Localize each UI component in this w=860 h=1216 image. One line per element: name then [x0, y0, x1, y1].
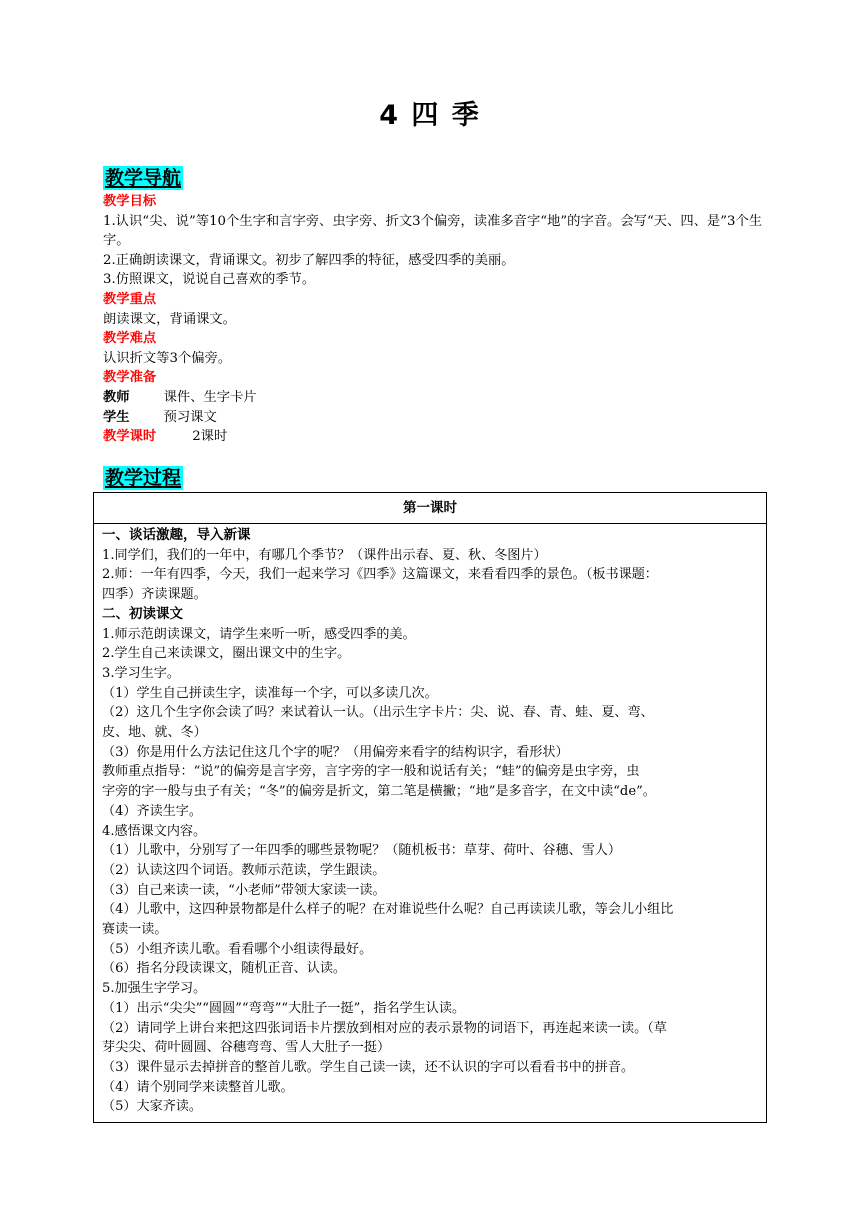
goal-item: 1.认识“尖、说”等10个生字和言字旁、虫字旁、折文3个偏旁，读准多音字“地”的字音。会写“天、四、是”3个生字。	[103, 213, 763, 249]
lesson-title: 4 四 季	[379, 100, 481, 131]
table-line: 5.加强生字学习。	[102, 981, 207, 997]
table-line: （4）儿歌中，这四种景物都是什么样子的呢？在对谁说些什么呢？自己再读读儿歌，等会儿小组比	[102, 902, 674, 918]
table-line: 皮、地、就、冬）	[102, 725, 207, 741]
teacher-text: 课件、生字卡片	[163, 389, 257, 405]
teacher-label: 教师	[103, 389, 130, 405]
key-label: 教学重点	[103, 291, 157, 307]
table-line: 二、初读课文	[102, 605, 183, 622]
table-line: （4）齐读生字。	[102, 803, 202, 819]
table-line: （5）大家齐读。	[102, 1099, 202, 1115]
table-line: （1）出示“尖尖”“圆圆”“弯弯”“大肚子一挺”，指名学生认读。	[102, 1000, 466, 1016]
goal-item: 2.正确朗读课文，背诵课文。初步了解四季的特征，感受四季的美丽。	[103, 252, 515, 268]
table-line: 字旁的字一般与虫子有关；“冬”的偏旁是折文，第二笔是横撇；“地”是多音字，在文中读“de”。	[102, 784, 656, 800]
difficulty-text: 认识折文等3个偏旁。	[103, 350, 232, 366]
table-line: （1）学生自己拼读生字，读准每一个字，可以多读几次。	[102, 685, 438, 701]
nav-heading: 教学导航	[105, 167, 182, 189]
prep-teacher-row	[103, 388, 763, 408]
hours-label: 教学课时	[103, 429, 157, 445]
table-line: （2）认读这四个词语。教师示范读，学生跟读。	[102, 862, 386, 878]
student-label: 学生	[103, 409, 130, 425]
process-heading: 教学过程	[105, 467, 182, 489]
teaching-guide	[103, 192, 763, 447]
table-line: 芽尖尖、荷叶圆圆、谷穗弯弯、雪人大肚子一挺）	[102, 1040, 391, 1056]
table-line: 2.学生自己来读课文，圈出课文中的生字。	[102, 646, 351, 662]
goals-label: 教学目标	[103, 194, 157, 209]
table-line: （2）请同学上讲台来把这四张词语卡片摆放到相对应的表示景物的词语下，再连起来读一读。（草	[102, 1020, 667, 1036]
goal-item: 3.仿照课文，说说自己喜欢的季节。	[103, 272, 316, 288]
table-body	[94, 524, 766, 1117]
prep-student-row	[103, 408, 763, 428]
table-line: （2）这几个生字你会读了吗？来试着认一认。（出示生字卡片：尖、说、春、青、蛙、夏、弯、	[102, 705, 654, 721]
difficulty-label: 教学难点	[103, 331, 157, 347]
key-text: 朗读课文，背诵课文。	[103, 311, 236, 327]
table-line: 1.同学们，我们的一年中，有哪几个季节？（课件出示春、夏、秋、冬图片）	[102, 547, 547, 563]
table-line: 赛读一读。	[102, 922, 168, 938]
process-table	[93, 492, 767, 1123]
table-line: 教师重点指导：“说”的偏旁是言字旁，言字旁的字一般和说话有关；“蛙”的偏旁是虫字旁，虫	[102, 764, 640, 780]
hours-text: 2课时	[192, 429, 228, 445]
student-text: 预习课文	[163, 409, 217, 425]
table-line: 1.师示范朗读课文，请学生来听一听，感受四季的美。	[102, 626, 416, 642]
table-line: （4）请个别同学来读整首儿歌。	[102, 1079, 294, 1095]
table-line: （3）课件显示去掉拼音的整首儿歌。学生自己读一读，还不认识的字可以看看书中的拼音。	[102, 1059, 635, 1075]
table-line: （1）儿歌中，分别写了一年四季的哪些景物呢？（随机板书：草芽、荷叶、谷穗、雪人）	[102, 843, 621, 859]
table-line: （6）指名分段读课文，随机正音、认读。	[102, 961, 347, 977]
prep-label: 教学准备	[103, 370, 157, 386]
table-line: 3.学习生字。	[102, 665, 180, 681]
table-line: （5）小组齐读儿歌。看看哪个小组读得最好。	[102, 941, 373, 957]
table-line: 4.感悟课文内容。	[102, 823, 207, 839]
table-header: 第一课时	[94, 493, 766, 524]
table-line: 一、谈话激趣，导入新课	[102, 527, 251, 543]
table-line: 2.师：一年有四季，今天，我们一起来学习《四季》这篇课文，来看看四季的景色。（板书课题：	[102, 567, 658, 583]
table-line: （3）你是用什么方法记住这几个字的呢？（用偏旁来看字的结构识字，看形状）	[102, 744, 569, 760]
table-line: 四季）齐读课题。	[102, 587, 207, 603]
table-line: （3）自己来读一读，“小老师”带领大家读一读。	[102, 882, 386, 898]
hours-row	[103, 427, 763, 447]
